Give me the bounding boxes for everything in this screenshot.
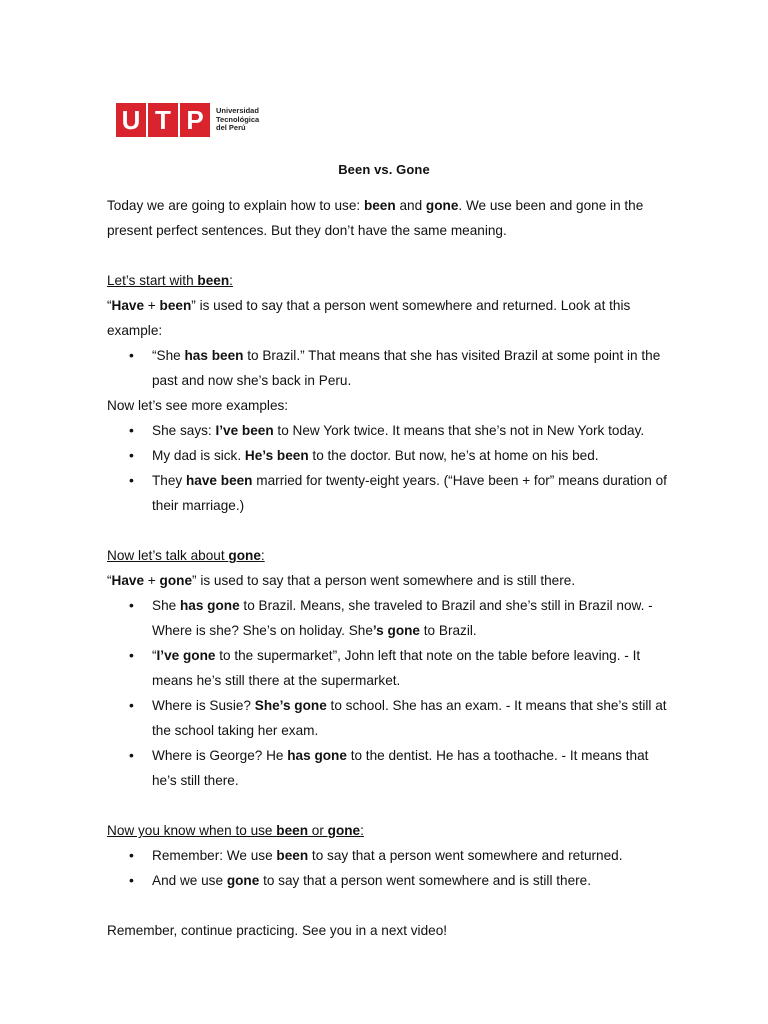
gone-heading: [107, 543, 667, 568]
list-item-bold: I’ve been: [215, 423, 274, 438]
page-title: Been vs. Gone: [338, 162, 430, 177]
gone-def-text: ” is used to say that a person went somewhere and is still there.: [192, 573, 576, 588]
logo-text-line: Tecnológica: [216, 114, 260, 124]
document-body: [107, 193, 667, 943]
list-item-text: to say that a person went somewhere and returned.: [308, 848, 623, 863]
list-item-bold: gone: [226, 873, 260, 888]
list-item-bold: has gone: [179, 598, 240, 613]
list-item: [107, 593, 667, 643]
spacer: [107, 893, 667, 918]
more-examples-line: Now let’s see more examples:: [107, 398, 289, 413]
list-item-text: And we use: [152, 873, 227, 888]
list-item-text: She says:: [152, 423, 216, 438]
been-def-bold: been: [159, 298, 192, 313]
list-item: [107, 693, 667, 743]
gone-example-list: [107, 593, 667, 793]
logo-letter-t: T: [148, 103, 178, 137]
summary-heading-colon: :: [360, 823, 364, 838]
list-item-text: “: [152, 648, 157, 663]
been-definition: [107, 293, 667, 343]
gone-heading-text: Now let’s talk about: [107, 548, 229, 563]
logo-text-line: Universidad: [216, 106, 259, 116]
been-def-text: +: [144, 298, 160, 313]
intro-text: . We use been and gone in the present perfect sentences. But they don’t have the same meaning.: [107, 198, 644, 238]
gone-heading-underline: [107, 548, 265, 563]
summary-heading-bold: been: [276, 823, 308, 838]
list-item-text: to Brazil.” That means that she has visited Brazil at some point in the past and now she’s back in Peru.: [152, 348, 661, 388]
been-def-bold: Have: [111, 298, 145, 313]
list-item-text: “She: [152, 348, 185, 363]
summary-heading-underline: [107, 823, 364, 838]
summary-list: [107, 843, 667, 893]
gone-def-bold: gone: [159, 573, 193, 588]
list-item: [107, 643, 667, 693]
list-item: [107, 868, 667, 893]
list-item-text: Where is Susie?: [152, 698, 255, 713]
been-more-list: [107, 418, 667, 518]
list-item-text: to New York twice. It means that she’s not in New York today.: [273, 423, 645, 438]
been-heading-bold: been: [197, 273, 230, 288]
list-item-text: to Brazil.: [420, 623, 477, 638]
list-item: [107, 418, 667, 443]
list-item-text: Where is George? He: [152, 748, 288, 763]
list-item-text: to the doctor. But now, he’s at home on his bed.: [308, 448, 599, 463]
list-item: [107, 343, 667, 393]
list-item-text: married for twenty-eight years. (“Have been + for” means duration of their marriage.): [152, 473, 667, 513]
list-item-text: to Brazil. Means, she traveled to Brazil and she’s still in Brazil now. - Where is she? She’s on holiday. She: [152, 598, 653, 638]
intro-bold-gone: gone: [425, 198, 459, 213]
list-item-bold: He’s been: [244, 448, 309, 463]
list-item: [107, 468, 667, 518]
intro-bold-been: been: [363, 198, 396, 213]
list-item-bold: I’ve gone: [156, 648, 216, 663]
spacer: [107, 793, 667, 818]
intro-text: and: [395, 198, 426, 213]
utp-logo-mark: [116, 103, 212, 137]
summary-heading-bold: gone: [327, 823, 361, 838]
logo-letter-p: P: [180, 103, 210, 137]
list-item-bold: ’s gone: [372, 623, 420, 638]
list-item-bold: have been: [186, 473, 253, 488]
been-heading: [107, 268, 667, 293]
logo-letter-u: U: [116, 103, 146, 137]
spacer: [107, 243, 667, 268]
gone-def-text: “: [107, 573, 112, 588]
list-item-bold: has gone: [287, 748, 347, 763]
been-example-list: [107, 343, 667, 393]
intro-paragraph: [107, 193, 667, 243]
list-item-text: to the dentist. He has a toothache. - It means that he’s still there.: [152, 748, 649, 788]
utp-logo: [116, 103, 259, 137]
intro-text: Today we are going to explain how to use:: [107, 198, 364, 213]
gone-definition: [107, 568, 667, 593]
gone-def-text: +: [144, 573, 160, 588]
logo-text-line: del Perú: [216, 123, 246, 133]
spacer: [107, 518, 667, 543]
list-item-text: My dad is sick.: [152, 448, 245, 463]
list-item-text: to the supermarket”, John left that note on the table before leaving. - It means he’s still there at the supermarket.: [152, 648, 641, 688]
list-item: [107, 843, 667, 868]
been-heading-underline: [107, 273, 233, 288]
list-item-text: to school. She has an exam. - It means that she’s still at the school taking her exam.: [152, 698, 667, 738]
list-item-text: to say that a person went somewhere and is still there.: [259, 873, 592, 888]
list-item-bold: She’s gone: [254, 698, 327, 713]
list-item-text: She: [152, 598, 180, 613]
gone-def-bold: Have: [111, 573, 145, 588]
been-heading-colon: :: [229, 273, 233, 288]
list-item-text: They: [152, 473, 186, 488]
list-item-text: Remember: We use: [152, 848, 277, 863]
list-item: [107, 743, 667, 793]
summary-heading-text: Now you know when to use: [107, 823, 277, 838]
been-def-text: “: [107, 298, 112, 313]
utp-logo-text: [216, 107, 259, 133]
summary-heading-text: or: [308, 823, 328, 838]
list-item-bold: been: [276, 848, 309, 863]
list-item: [107, 443, 667, 468]
list-item-bold: has been: [184, 348, 244, 363]
closing-line: Remember, continue practicing. See you in a next video!: [107, 923, 448, 938]
been-def-text: ” is used to say that a person went somewhere and returned. Look at this example:: [107, 298, 631, 338]
summary-heading: [107, 818, 667, 843]
been-heading-text: Let’s start with: [107, 273, 198, 288]
gone-heading-colon: :: [260, 548, 265, 563]
gone-heading-bold: gone: [228, 548, 261, 563]
